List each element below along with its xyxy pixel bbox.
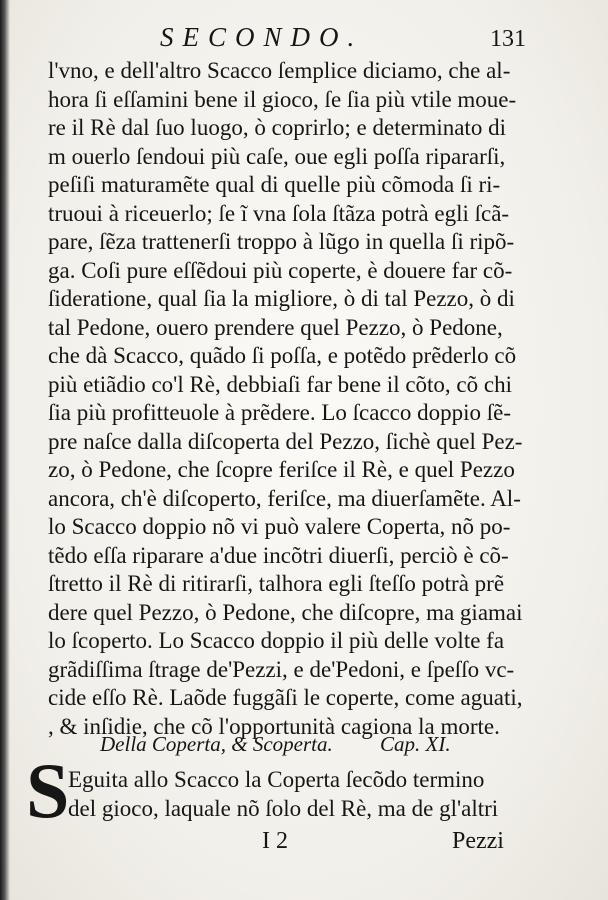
drop-cap-initial: S xyxy=(26,747,70,834)
text-line: hora ſi eſſamini bene il gioco, ſe ſia più vtile moue- xyxy=(48,86,517,112)
text-line: tẽdo eſſa riparare a'due incõtri diuerſi, perciò è cõ- xyxy=(48,542,509,568)
text-line: più etiãdio co'l Rè, debbiaſi far bene il cõto, cõ chi xyxy=(48,371,512,397)
text-line: dere quel Pezzo, ò Pedone, che diſcopre, ma giamai xyxy=(48,599,523,625)
page-gutter-shadow xyxy=(0,0,10,900)
text-line: zo, ò Pedone, che ſcopre feriſce il Rè, e quel Pezzo xyxy=(48,457,515,482)
text-line: tal Pedone, ouero prendere quel Pezzo, ò Pedone, xyxy=(48,314,503,340)
body-text xyxy=(48,57,568,741)
chapter-title: Della Coperta, & Scoperta. xyxy=(100,732,333,756)
text-line: lo ſcoperto. Lo Scacco doppio il più delle volte fa xyxy=(48,628,505,653)
text-line: peſiſi maturamẽte qual di quelle più cõmoda ſi ri- xyxy=(48,172,501,197)
text-line: grãdiſſima ſtrage de'Pezzi, e de'Pedoni, e ſpeſſo vc- xyxy=(48,656,515,682)
text-line: cide eſſo Rè. Laõde fuggãſi le coperte, come aguati, xyxy=(48,685,523,710)
text-line: ancora, ch'è diſcoperto, feriſce, ma diuerſamẽte. Al- xyxy=(48,485,521,511)
running-head: SECONDO. xyxy=(160,22,364,52)
text-line: , & inſidie, che cõ l'opportunità cagiona la morte. xyxy=(48,713,500,739)
text-line: m ouerlo ſendoui più caſe, oue egli poſſa ripararſi, xyxy=(48,143,506,169)
page-number: 131 xyxy=(490,26,526,52)
text-line: ſtretto il Rè di ritirarſi, talhora egli ſteſſo potrà prẽ xyxy=(48,571,505,596)
text-line: Eguita allo Scacco la Coperta ſecõdo termino xyxy=(68,767,485,792)
chapter-number: Cap. XI. xyxy=(380,732,451,756)
text-line: pare, ſẽza trattenerſi troppo à lũgo in quella ſi ripõ- xyxy=(48,229,515,254)
text-line: pre naſce dalla diſcoperta del Pezzo, ſichè quel Pez- xyxy=(48,428,523,454)
text-line: re il Rè dal ſuo luogo, ò coprirlo; e determinato di xyxy=(48,115,506,140)
chapter-text xyxy=(68,766,558,823)
text-line: del gioco, laquale nõ ſolo del Rè, ma de gl'altri xyxy=(68,795,499,821)
text-line: ſia più profitteuole à prẽdere. Lo ſcacco doppio ſẽ- xyxy=(48,400,511,425)
text-line: che dà Scacco, quãdo ſi poſſa, e potẽdo prẽderlo cõ xyxy=(48,343,517,368)
page-header xyxy=(0,20,608,60)
text-line: l'vno, e dell'altro Scacco ſemplice diciamo, che al- xyxy=(48,58,511,83)
text-line: ſideratione, qual ſia la migliore, ò di tal Pezzo, ò di xyxy=(48,286,515,311)
text-line: ga. Coſi pure eſſẽdoui più coperte, è douere far cõ- xyxy=(48,257,513,283)
catchword: Pezzi xyxy=(452,828,504,854)
text-line: truoui à riceuerlo; ſe ĩ vna ſola ſtãza potrà egli ſcã- xyxy=(48,200,510,226)
signature-mark: I 2 xyxy=(262,828,288,854)
page-footer xyxy=(0,828,608,868)
text-line: lo Scacco doppio nõ vi può valere Coperta, nõ po- xyxy=(48,514,511,539)
